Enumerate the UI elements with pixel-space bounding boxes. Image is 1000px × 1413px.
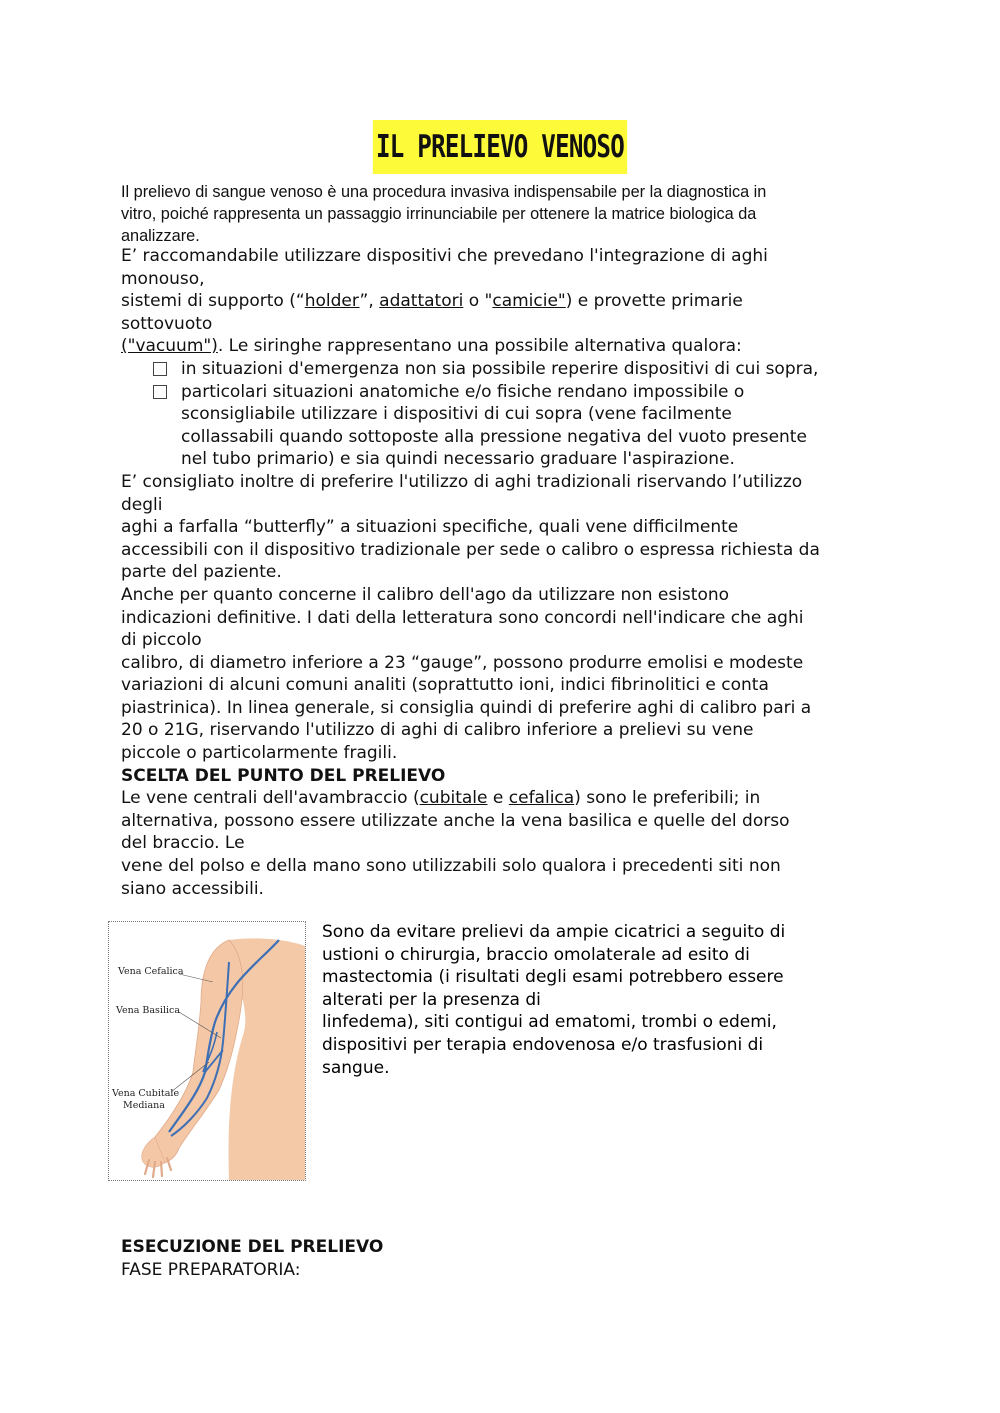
adattatori-link[interactable]: adattatori	[379, 291, 464, 312]
text-span: ) sono le preferibili; in	[574, 788, 761, 809]
bullet-line: in situazioni d'emergenza non sia possibile reperire dispositivi di cui sopra,	[181, 358, 819, 379]
cefalica-link[interactable]: cefalica	[508, 788, 575, 809]
text-span: e	[487, 788, 509, 809]
bullet-item	[121, 381, 891, 471]
title-container	[0, 120, 1000, 174]
body-line: alternativa, possono essere utilizzate anche la vena basilica e quelle del dorso	[121, 810, 790, 831]
body-line: sottovuoto	[121, 313, 213, 334]
text-span: ) e provette primarie	[565, 291, 743, 312]
cubitale-link[interactable]: cubitale	[419, 788, 488, 809]
label-vena-cefalica: Vena Cefalica	[118, 966, 184, 977]
holder-link[interactable]: holder	[304, 291, 360, 312]
side-line: sangue.	[322, 1057, 390, 1078]
body-line: aghi a farfalla “butterfly” a situazioni specifiche, quali vene difficilmente	[121, 517, 739, 538]
camicie-link[interactable]: camicie"	[492, 291, 566, 312]
body-line: vene del polso e della mano sono utilizzabili solo qualora i precedenti siti non	[121, 856, 781, 877]
body-line: siano accessibili.	[121, 878, 264, 899]
side-line: ustioni o chirurgia, braccio omolaterale ad esito di	[322, 944, 750, 965]
arm-illustration	[109, 922, 305, 1180]
section-heading: SCELTA DEL PUNTO DEL PRELIEVO	[121, 765, 446, 786]
bullet-item	[121, 358, 891, 381]
side-line: alterati per la presenza di	[322, 989, 541, 1010]
intro-paragraph	[121, 181, 891, 247]
checkbox-icon	[153, 362, 167, 376]
body-line	[121, 290, 891, 313]
label-mediana: Mediana	[123, 1100, 165, 1111]
page-title: IL PRELIEVO VENOSO	[373, 120, 627, 174]
body-line: del braccio. Le	[121, 833, 245, 854]
text-span: Le vene centrali dell'avambraccio (	[121, 788, 420, 809]
side-line: dispositivi per terapia endovenosa e/o trasfusioni di	[322, 1034, 764, 1055]
vacuum-link[interactable]: ("vacuum")	[121, 336, 218, 357]
side-paragraph	[322, 921, 842, 1079]
label-vena-cubitale: Vena Cubitale	[112, 1088, 180, 1099]
body-line: 20 o 21G, riservando l'utilizzo di aghi di calibro inferiore a prelievi su vene	[121, 720, 754, 741]
bullet-line: sconsigliabile utilizzare i dispositivi di cui sopra (vene facilmente	[181, 404, 732, 425]
body-line: indicazioni definitive. I dati della letteratura sono concordi nell'indicare che aghi	[121, 607, 804, 628]
body-line: calibro, di diametro inferiore a 23 “gauge”, possono produrre emolisi e modeste	[121, 652, 804, 673]
label-vena-basilica: Vena Basilica	[116, 1005, 181, 1016]
body-line	[121, 787, 891, 810]
body-line: piastrinica). In linea generale, si consiglia quindi di preferire aghi di calibro pari a	[121, 697, 812, 718]
body-line: Anche per quanto concerne il calibro dell'ago da utilizzare non esistono	[121, 584, 730, 605]
bullet-line: collassabili quando sottoposte alla pressione negativa del vuoto presente	[181, 426, 807, 447]
bullet-line: nel tubo primario) e sia quindi necessario graduare l'aspirazione.	[181, 449, 735, 470]
text-span: o "	[463, 291, 493, 312]
body-line: di piccolo	[121, 630, 202, 651]
intro-line: analizzare.	[121, 227, 200, 245]
section-heading: ESECUZIONE DEL PRELIEVO	[121, 1237, 384, 1257]
body-line: variazioni di alcuni comuni analiti (soprattutto ioni, indici fibrinolitici e conta	[121, 675, 769, 696]
intro-line: Il prelievo di sangue venoso è una procedura invasiva indispensabile per la diagnostica in	[121, 183, 767, 201]
side-line: mastectomia (i risultati degli esami potrebbero essere	[322, 967, 784, 988]
intro-line: vitro, poiché rappresenta un passaggio irrinunciabile per ottenere la matrice biologica da	[121, 205, 757, 223]
body-line: E’ raccomandabile utilizzare dispositivi che prevedano l'integrazione di aghi	[121, 246, 768, 266]
main-body	[121, 245, 891, 900]
bullet-line: particolari situazioni anatomiche e/o fisiche rendano impossibile o	[181, 381, 745, 402]
execution-section	[121, 1236, 891, 1281]
checkbox-icon	[153, 385, 167, 399]
body-line: E’ consigliato inoltre di preferire l'utilizzo di aghi tradizionali riservando l’utilizzo	[121, 471, 803, 492]
arm-veins-figure	[108, 921, 306, 1181]
body-line: monouso,	[121, 268, 205, 289]
text-span: . Le siringhe rappresentano una possibile alternativa qualora:	[217, 336, 742, 357]
side-line: linfedema), siti contigui ad ematomi, trombi o edemi,	[322, 1012, 777, 1033]
phase-label: FASE PREPARATORIA:	[121, 1259, 301, 1280]
body-line	[121, 335, 891, 358]
body-line: parte del paziente.	[121, 562, 282, 583]
body-line: piccole o particolarmente fragili.	[121, 743, 398, 764]
text-span: ”,	[359, 291, 380, 312]
body-line: degli	[121, 494, 163, 515]
side-line: Sono da evitare prelievi da ampie cicatrici a seguito di	[322, 922, 786, 942]
body-line: accessibili con il dispositivo tradizionale per sede o calibro o espressa richiesta da	[121, 539, 820, 560]
text-span: sistemi di supporto (“	[121, 291, 305, 312]
